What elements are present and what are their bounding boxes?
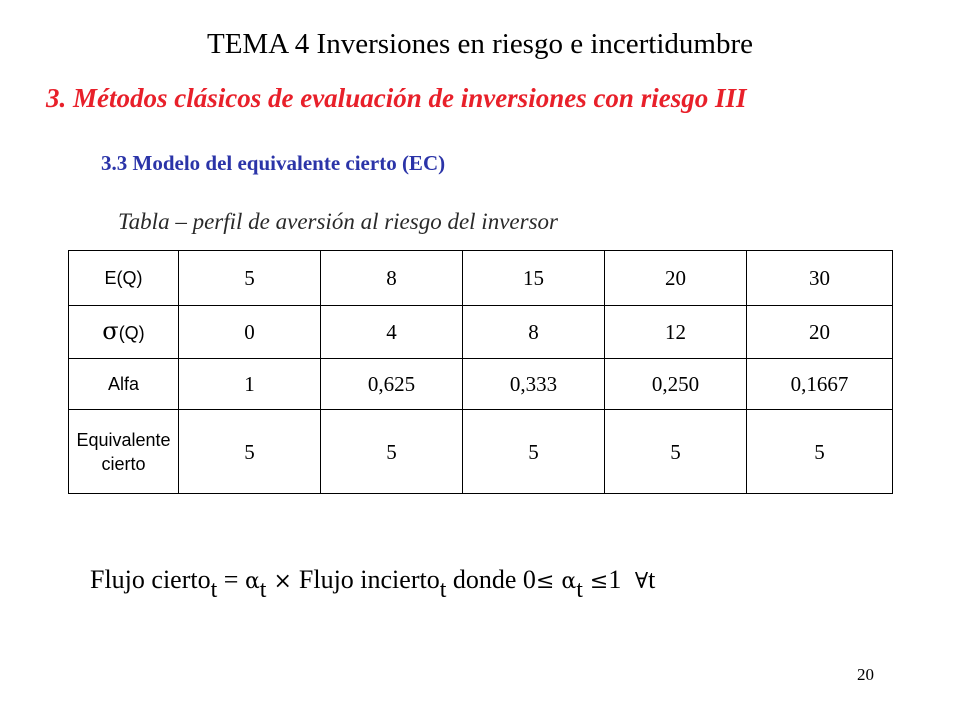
section-heading: 3.3 Modelo del equivalente cierto (EC) [101, 151, 446, 175]
formula-text: = [217, 565, 245, 594]
forall-symbol: ∀ [627, 569, 649, 594]
row-label-equivalente: Equivalente cierto [69, 410, 179, 494]
table-row [69, 359, 893, 410]
row-label-text: (Q) [118, 323, 145, 343]
table-cell: 5 [321, 410, 463, 494]
less-equal-symbol: ≤ [535, 569, 562, 594]
table-row [69, 251, 893, 306]
formula-subscript: t [439, 577, 447, 603]
table-cell: 15 [463, 251, 605, 306]
formula-text: Flujo incierto [298, 565, 440, 594]
formula-text: Flujo cierto [90, 565, 211, 594]
slide-subtitle: 3. Métodos clásicos de evaluación de inversiones con riesgo III [46, 83, 747, 113]
row-label-eq: E(Q) [69, 251, 179, 306]
less-equal-symbol: ≤ [582, 569, 609, 594]
formula-subscript: t [259, 577, 267, 603]
table-row [69, 410, 893, 494]
table-cell: 5 [179, 251, 321, 306]
table-cell: 8 [321, 251, 463, 306]
table-cell: 4 [321, 306, 463, 359]
table-cell: 0,333 [463, 359, 605, 410]
table-row [69, 306, 893, 359]
table-cell: 20 [605, 251, 747, 306]
alpha-symbol: α [561, 569, 577, 594]
alpha-symbol: α [244, 569, 260, 594]
table-cell: 8 [463, 306, 605, 359]
certainty-equivalent-formula [90, 560, 655, 602]
table-cell: 20 [747, 306, 893, 359]
formula-subscript: t [576, 577, 583, 603]
times-symbol: × [266, 569, 299, 594]
table-cell: 0,625 [321, 359, 463, 410]
table-cell: 0,250 [605, 359, 747, 410]
risk-aversion-table [68, 250, 893, 494]
formula-text: t [648, 565, 656, 594]
table-cell: 5 [747, 410, 893, 494]
table-cell: 1 [179, 359, 321, 410]
table-caption: Tabla – perfil de aversión al riesgo del inversor [118, 209, 558, 234]
row-label-alfa: Alfa [69, 359, 179, 410]
table-cell: 0,1667 [747, 359, 893, 410]
table-cell: 0 [179, 306, 321, 359]
sigma-symbol: σ [102, 317, 119, 345]
formula-text: donde 0 [446, 565, 536, 594]
table-cell: 5 [605, 410, 747, 494]
table-cell: 30 [747, 251, 893, 306]
page-number: 20 [857, 665, 874, 684]
table-cell: 5 [179, 410, 321, 494]
table-cell: 5 [463, 410, 605, 494]
row-label-sigma [69, 306, 179, 359]
formula-text: 1 [608, 565, 628, 594]
formula-subscript: t [210, 577, 218, 603]
slide-title: TEMA 4 Inversiones en riesgo e incertidumbre [206, 28, 753, 60]
table-cell: 12 [605, 306, 747, 359]
